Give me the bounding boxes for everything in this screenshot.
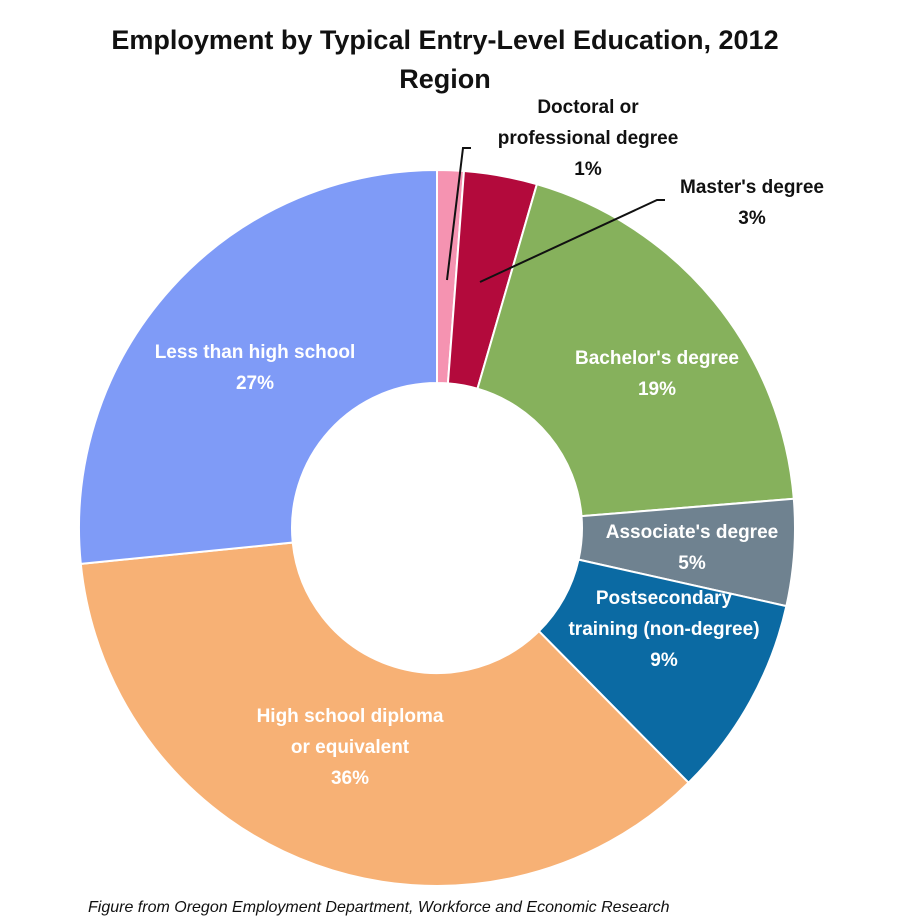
chart-subtitle: Region — [399, 64, 491, 94]
slice-label-doctoral-or-professional-degree: Doctoral or professional degree 1% — [497, 97, 679, 180]
slice-label-high-school-diploma-or-equivalent: High school diploma or equivalent 36% — [256, 706, 444, 789]
source-note: Figure from Oregon Employment Department, Workforce and Economic Research — [88, 899, 670, 916]
slice-label-less-than-high-school: Less than high school 27% — [154, 342, 356, 394]
slice-label-postsecondary-training-non-degree: Postsecondary training (non-degree) 9% — [568, 588, 760, 671]
slice-label-master-s-degree: Master's degree 3% — [680, 177, 824, 229]
slice-label-bachelor-s-degree: Bachelor's degree 19% — [575, 348, 739, 400]
chart-title: Employment by Typical Entry-Level Education, 2012 — [111, 25, 779, 55]
slice-less-than-high-school — [79, 170, 437, 564]
slice-label-associate-s-degree: Associate's degree 5% — [605, 522, 779, 574]
